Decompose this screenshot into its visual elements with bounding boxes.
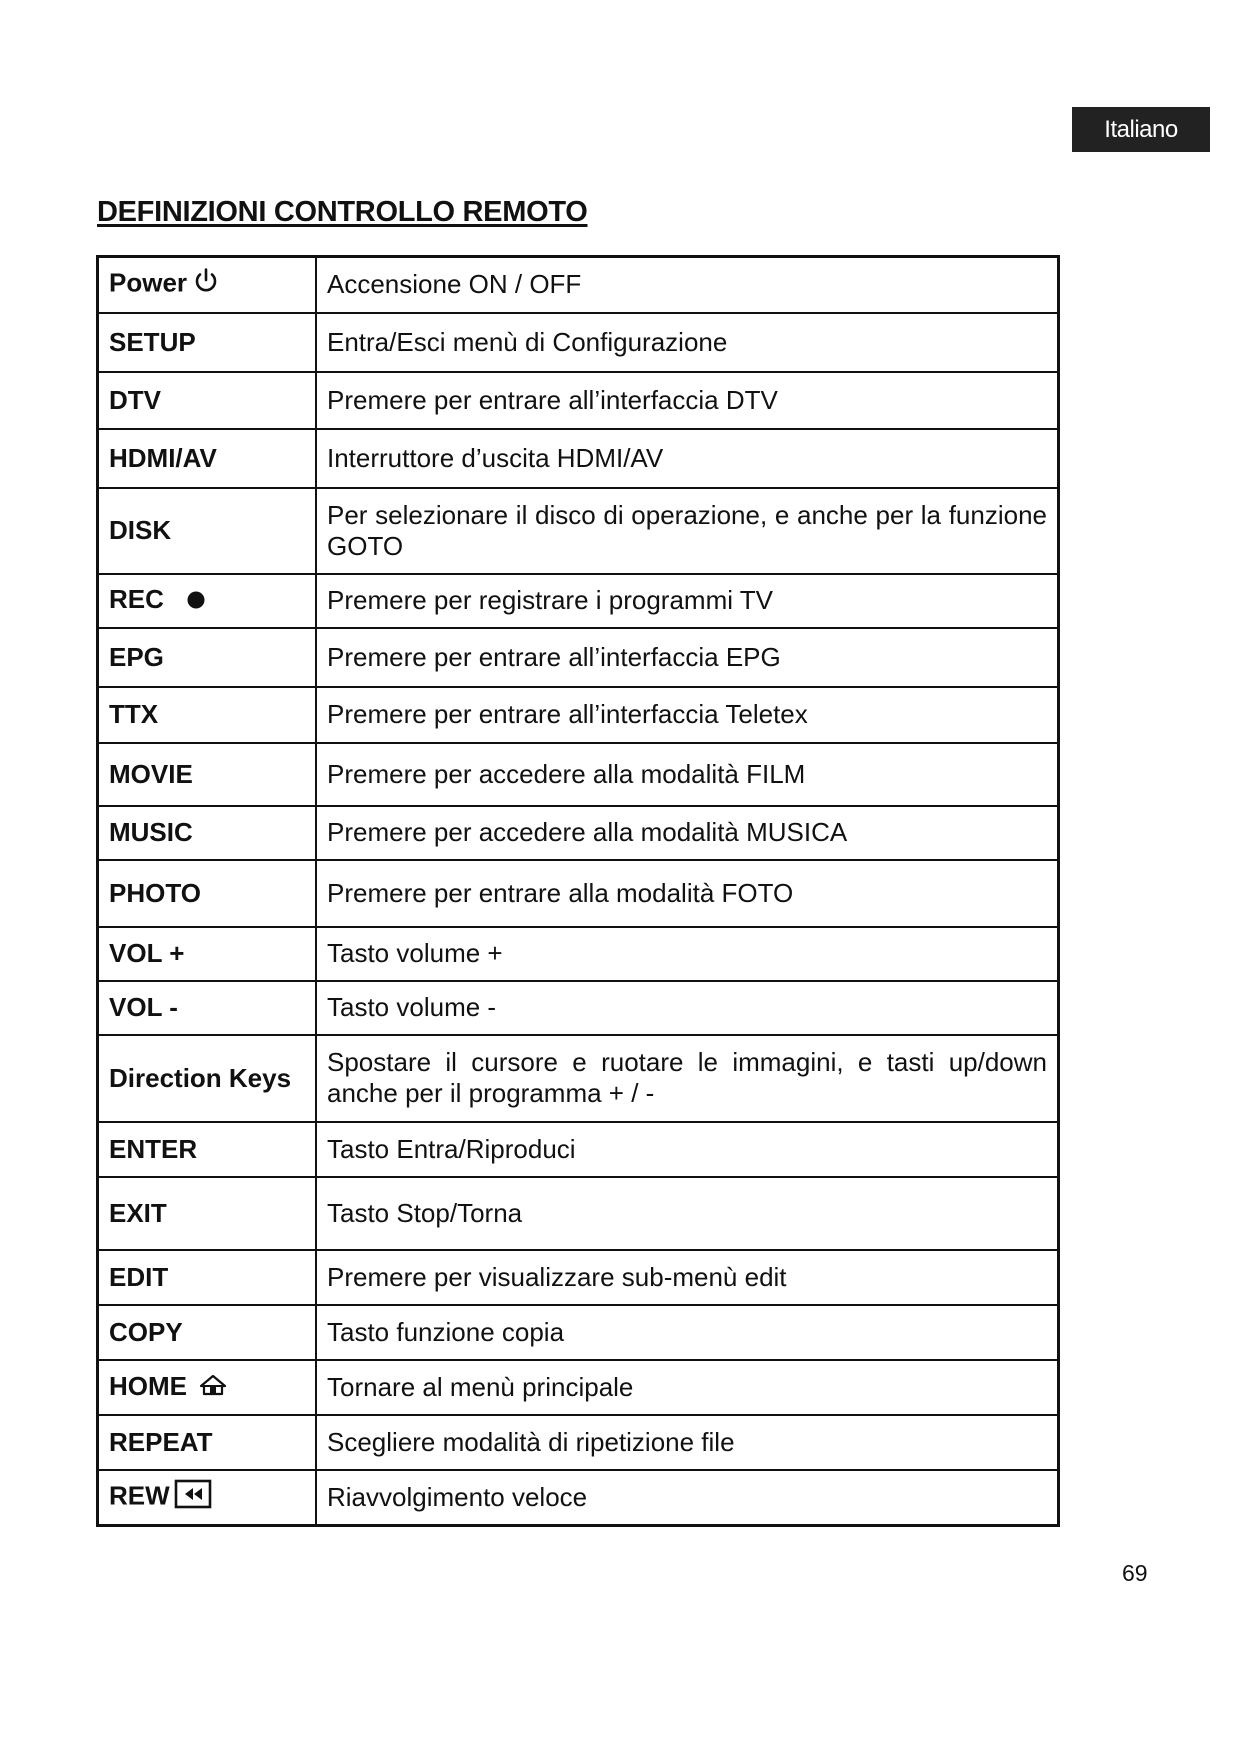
key-label: REW [109, 1480, 170, 1511]
description-cell: Premere per entrare all’interfaccia DTV [316, 372, 1059, 429]
key-cell: DISK [98, 488, 317, 574]
description-cell: Premere per entrare all’interfaccia Teletex [316, 687, 1059, 743]
description-cell: Tasto volume + [316, 927, 1059, 981]
table-row [98, 574, 1059, 628]
key-cell: ENTER [98, 1122, 317, 1177]
table-row [98, 1122, 1059, 1177]
key-label: HOME [109, 1370, 187, 1401]
table-row [98, 743, 1059, 806]
key-cell: PHOTO [98, 860, 317, 927]
table-row [98, 1415, 1059, 1470]
description-cell: Premere per entrare alla modalità FOTO [316, 860, 1059, 927]
key-cell [98, 1360, 317, 1415]
key-cell: VOL - [98, 981, 317, 1035]
table-row [98, 927, 1059, 981]
description-cell: Entra/Esci menù di Configurazione [316, 313, 1059, 372]
key-cell: EPG [98, 628, 317, 687]
key-cell [98, 1470, 317, 1526]
description-cell: Tasto Stop/Torna [316, 1177, 1059, 1250]
key-cell: SETUP [98, 313, 317, 372]
key-label: Power [109, 267, 188, 298]
key-cell: MOVIE [98, 743, 317, 806]
key-cell: DTV [98, 372, 317, 429]
table-row [98, 372, 1059, 429]
page-number: 69 [1122, 1560, 1148, 1586]
key-cell: Direction Keys [98, 1035, 317, 1122]
table-row [98, 628, 1059, 687]
remote-definitions-table [96, 255, 1060, 1527]
key-cell: EXIT [98, 1177, 317, 1250]
description-cell: Scegliere modalità di ripetizione file [316, 1415, 1059, 1470]
table-row [98, 687, 1059, 743]
table-row [98, 488, 1059, 574]
table-row [98, 429, 1059, 488]
description-cell: Riavvolgimento veloce [316, 1470, 1059, 1526]
key-cell: TTX [98, 687, 317, 743]
description-cell: Premere per registrare i programmi TV [316, 574, 1059, 628]
key-cell: EDIT [98, 1250, 317, 1305]
table-row [98, 1305, 1059, 1360]
key-cell: HDMI/AV [98, 429, 317, 488]
table-row [98, 981, 1059, 1035]
description-cell: Spostare il cursore e ruotare le immagini, e tasti up/down anche per il programma + / - [316, 1035, 1059, 1122]
table-row [98, 1250, 1059, 1305]
description-cell: Accensione ON / OFF [316, 257, 1059, 313]
table-row [98, 806, 1059, 860]
description-cell: Premere per entrare all’interfaccia EPG [316, 628, 1059, 687]
table-row [98, 1360, 1059, 1415]
description-cell: Per selezionare il disco di operazione, e anche per la funzione GOTO [316, 488, 1059, 574]
description-cell: Interruttore d’uscita HDMI/AV [316, 429, 1059, 488]
description-cell: Tornare al menù principale [316, 1360, 1059, 1415]
table-row [98, 860, 1059, 927]
table-row [98, 1035, 1059, 1122]
table-row [98, 257, 1059, 313]
table-row [98, 1470, 1059, 1526]
table-row [98, 313, 1059, 372]
record-dot-icon [186, 586, 206, 617]
table-row [98, 1177, 1059, 1250]
language-badge: Italiano [1072, 107, 1210, 152]
description-cell: Tasto volume - [316, 981, 1059, 1035]
home-icon [199, 1372, 227, 1403]
page-title: DEFINIZIONI CONTROLLO REMOTO [97, 196, 588, 228]
rewind-icon [174, 1479, 212, 1516]
key-label: REC [109, 584, 164, 615]
key-cell: MUSIC [98, 806, 317, 860]
description-cell: Premere per accedere alla modalità MUSICA [316, 806, 1059, 860]
description-cell: Premere per accedere alla modalità FILM [316, 743, 1059, 806]
description-cell: Tasto funzione copia [316, 1305, 1059, 1360]
description-cell: Tasto Entra/Riproduci [316, 1122, 1059, 1177]
key-cell: REPEAT [98, 1415, 317, 1470]
key-cell [98, 574, 317, 628]
key-cell: VOL + [98, 927, 317, 981]
description-cell: Premere per visualizzare sub-menù edit [316, 1250, 1059, 1305]
power-icon [193, 267, 219, 302]
key-cell [98, 257, 317, 313]
key-cell: COPY [98, 1305, 317, 1360]
